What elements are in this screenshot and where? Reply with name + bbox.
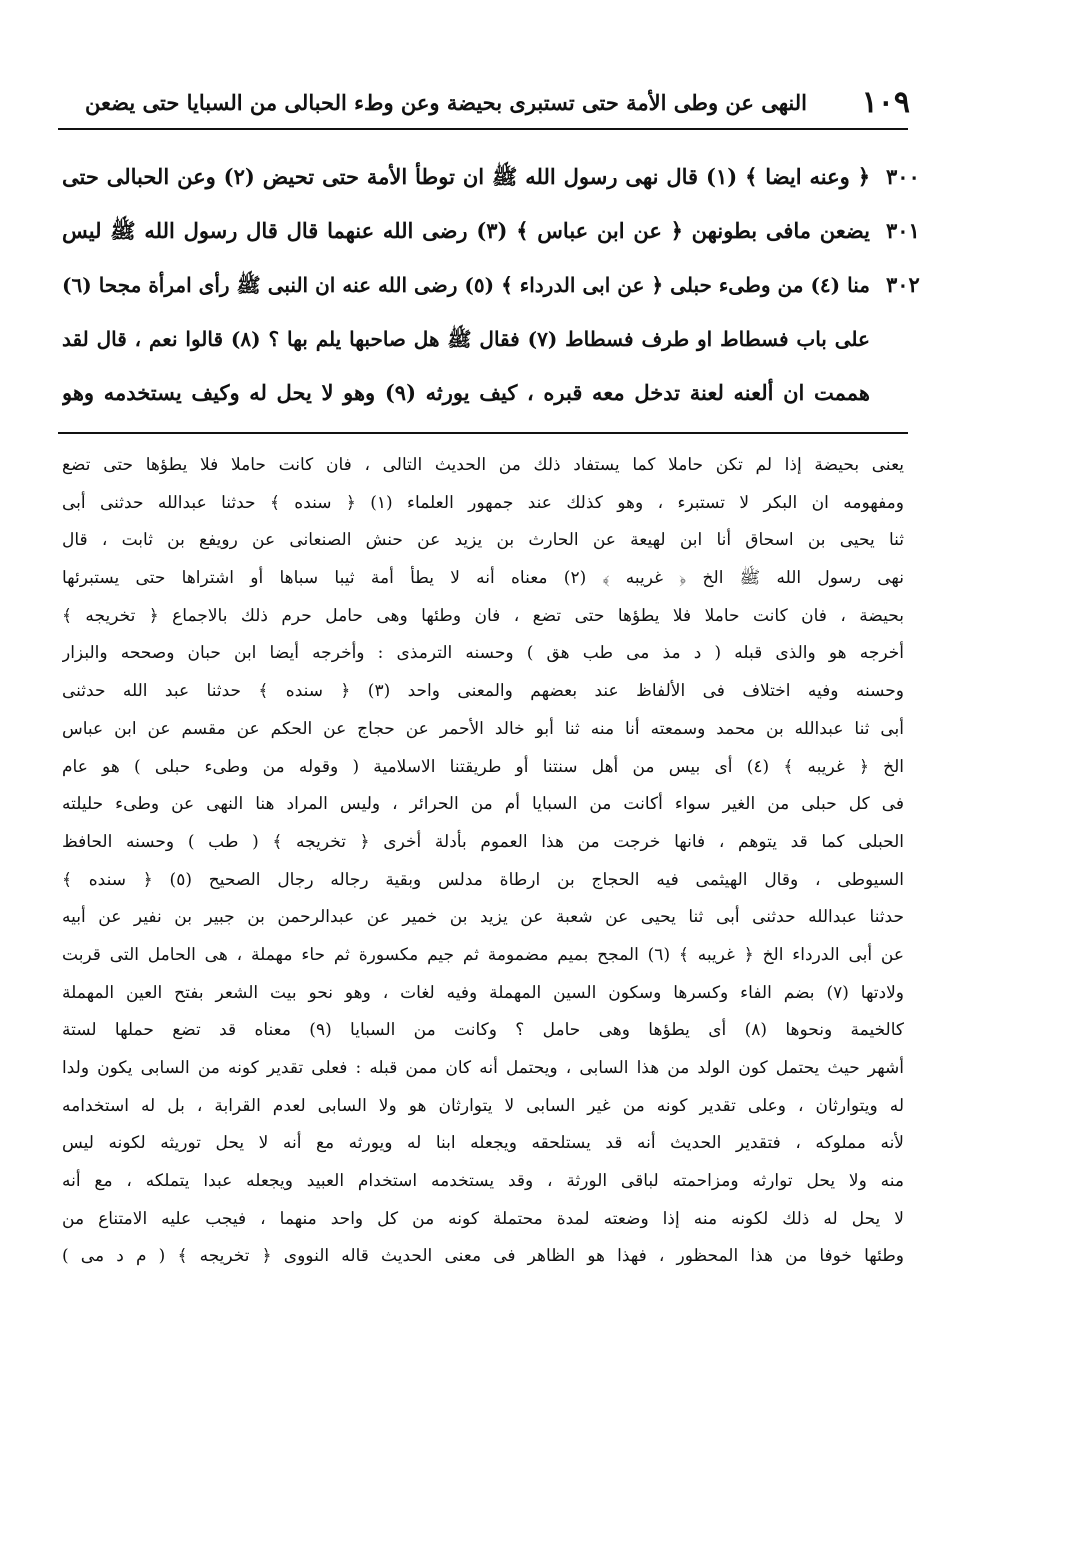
hadith-line (62, 204, 950, 258)
commentary-line: ومفهومه ان البكر لا تستبرء ، وهو كذلك عند جمهور العلماء (١) ﴿ سنده ﴾ حدثنا عبدالله حدثنى أبى (62, 492, 904, 513)
commentary-line: بحيضة ، فان كانت حاملا فلا يطؤها حتى تضع ، فان وطئها وهى حامل حرم ذلك بالاجماع ﴿ تخريجه ﴾ (62, 605, 904, 626)
chapter-title: النهى عن وطى الأمة حتى تستبرى بحيضة وعن وطء الحبالى من السبايا حتى يضعن (85, 89, 807, 115)
commentary-line: كالخيمة ونحوها (٨) أى يطؤها وهى حامل ؟ وكانت من السبايا (٩) معناه قد تضع حملها لستة (62, 1020, 904, 1041)
hadith-line-text: يضعن مافى بطونهن ﴿ عن ابن عباس ﴾ (٣) رضى الله عنهما قال قال رسول الله ﷺ ليس (62, 218, 870, 243)
commentary-line: ولادتها (٧) بضم الفاء وكسرها وسكون السين المهملة وفيه لغات ، وهو نحو بيت الشعر بفتح العين المهملة (62, 982, 904, 1003)
commentary-line: السيوطى ، وقال الهيثمى فيه الحجاج بن ارطاة مدلس وبقية رجاله رجال الصحيح (٥) ﴿ سنده ﴾ (62, 869, 904, 890)
commentary-line: وطئها خوفا من هذا المحظور ، فهذا هو الظاهر فى معنى الحديث قاله النووى ﴿ تخريجه ﴾ ( م د مى ) (62, 1246, 904, 1267)
running-header (85, 84, 910, 120)
commentary-line: حدثنا عبدالله حدثنى أبى ثنا يحيى عن شعبة عن يزيد بن خمير عن عبدالرحمن بن جبير بن نفير عن أبيه (62, 907, 904, 928)
commentary-line: يعنى بحيضة إذا لم تكن حاملا كما يستفاد ذلك من الحديث التالى ، فان كانت حاملا فلا يطؤها حتى تضع (62, 455, 904, 475)
commentary-line: أبى ثنا عبدالله بن محمد وسمعته أنا منه ثنا أبو خالد الأحمر عن حجاج عن الحكم عن مقسم عن ابن عباس (62, 718, 904, 739)
commentary-line: نهى رسول الله ﷺ الخ ﴿ غريبه ﴾ (٢) معناه أنه لا يطأ أمة ثيبا سباها أو اشتراها حتى يستبرئها (62, 568, 904, 589)
commentary-line: أخرجه هو والذى قبله ( د مذ مى طب هق ) وحسنه الترمذى : وأخرجه أيضا ابن حبان وصححه والبزار (62, 643, 904, 664)
commentary-line: وحسنه وفيه اختلاف فى الألفاظ عند بعضهم والمعنى واحد (٣) ﴿ سنده ﴾ حدثنا عبد الله حدثنى (62, 681, 904, 702)
page-number: ١٠٩ (861, 84, 910, 120)
commentary-line: له ويتوارثان ، وعلى تقدير كونه من غير السابى لا يتوارثان هو ولا السابى لعدم القرابة ، بل له استخدامه (62, 1095, 904, 1116)
hadith-line-text: منا (٤) من وطىء حبلى ﴿ عن ابى الدرداء ﴾ (٥) رضى الله عنه ان النبى ﷺ رأى امرأة مجحا (٦) (62, 273, 870, 297)
commentary-line: لأنه مملوكه ، فتقدير الحديث أنه قد يستلحقه ويجعله ابنا له ويورثه مع أنه لا يحل توريثه لكونه ليس (62, 1133, 904, 1154)
commentary-line: ثنا يحيى بن اسحاق أنا ابن لهيعة عن الحارث بن يزيد عن حنش الصنعانى عن رويفع بن ثابت ، قال (62, 530, 904, 551)
hadith-line-text: هممت ان ألعنه لعنة تدخل معه قبره ، كيف يورثه (٩) وهو لا يحل له وكيف يستخدمه وهو (62, 380, 870, 405)
hadith-line (62, 258, 950, 312)
commentary-line: منه ولا يحل توارثه ومزاحمته لباقى الورثة ، وقد يستخدمه استخدام العبيد ويجعله عبدا يتملكه ، مع أنه (62, 1171, 904, 1192)
hadith-number: ٣٠٢ (886, 272, 920, 297)
hadith-line (62, 150, 950, 204)
hadith-text (62, 150, 950, 420)
commentary-line: لا يحل له ذلك لكونه منه إذا وضعته لمدة محتملة كونه من كل واحد منهما ، فيجب عليه الامتناع من (62, 1208, 904, 1229)
commentary-line: الخ ﴿ غريبه ﴾ (٤) أى بيس من أهل سنتنا أو طريقتنا الاسلامية ( وقوله من وطىء حبلى ) هو عام (62, 756, 904, 777)
hadith-line (62, 366, 950, 420)
commentary-line: فى كل حبلى من الغير سواء أكانت من السبايا أم من الحرائر ، وليس المراد هنا النهى عن وطىء حليلته (62, 794, 904, 815)
header-rule (58, 128, 908, 130)
hadith-line-text: ﴿ وعنه ايضا ﴾ (١) قال نهى رسول الله ﷺ ان توطأ الأمة حتى تحيض (٢) وعن الحبالى حتى (62, 164, 870, 189)
commentary-line: عن أبى الدرداء الخ ﴿ غريبه ﴾ (٦) المجح بميم مضمومة ثم جيم مكسورة ثم حاء مهملة ، هى الحامل التى قربت (62, 944, 904, 965)
commentary-line: الحبلى كما قد يتوهم ، فانها خرجت من هذا العموم بأدلة أخرى ﴿ تخريجه ﴾ ( طب ) وحسنه الحافظ (62, 831, 904, 852)
footnote-separator (58, 432, 908, 434)
hadith-number: ٣٠١ (886, 218, 920, 243)
commentary-line: أشهر حيث يحتمل كون الولد من هذا السابى ، ويحتمل أنه كان ممن قبله : فعلى تقدير كونه من السابى يكون ولدا (62, 1058, 904, 1078)
hadith-number: ٣٠٠ (886, 164, 920, 189)
hadith-line-text: على باب فسطاط او طرف فسطاط (٧) فقال ﷺ هل صاحبها يلم بها ؟ (٨) قالوا نعم ، قال لقد (62, 327, 870, 351)
commentary-footnotes (62, 447, 904, 1276)
hadith-line (62, 312, 950, 366)
